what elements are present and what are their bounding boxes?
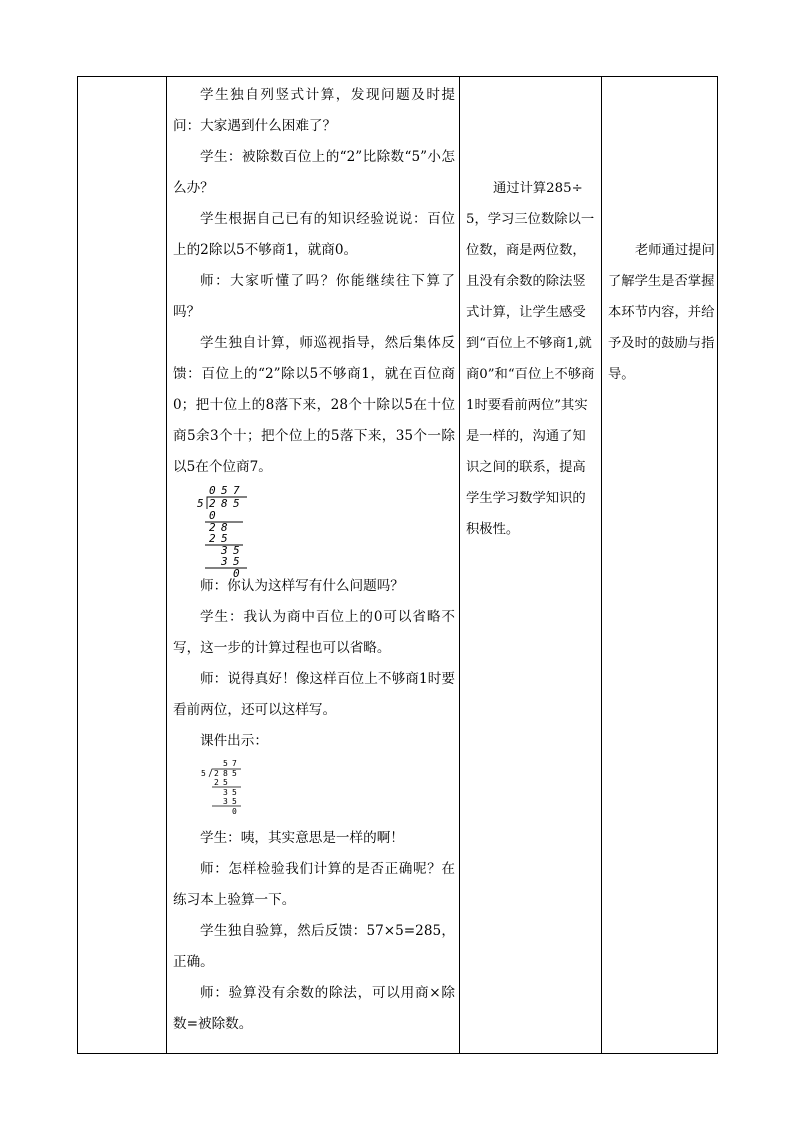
dividend-digit: 8 xyxy=(223,769,228,778)
partial-product-digit: 5 xyxy=(221,532,228,545)
partial-product-digit: 3 xyxy=(223,797,228,806)
paragraph: 学生：被除数百位上的“2”比除数“5”小怎么办？ xyxy=(173,149,455,196)
paragraph: 师：说得真好！像这样百位上不够商1时要看前两位，还可以这样写。 xyxy=(173,671,455,718)
quotient-digit: 0 xyxy=(209,484,216,497)
partial-product-digit: 5 xyxy=(233,555,240,568)
partial-dividend-digit: 3 xyxy=(223,788,228,797)
long-division-figure-1 xyxy=(197,484,267,580)
paragraph: 学生：我认为商中百位上的0可以省略不写，这一步的计算过程也可以省略。 xyxy=(173,609,455,656)
divisor: 5 xyxy=(197,497,204,510)
dividend-digit: 2 xyxy=(214,769,219,778)
long-division-figure-2 xyxy=(197,759,257,821)
paragraph: 学生：咦，其实意思是一样的啊！ xyxy=(200,830,404,846)
partial-product-digit: 5 xyxy=(223,778,228,787)
quotient-digit: 5 xyxy=(221,484,228,497)
divisor: 5 xyxy=(201,769,206,778)
partial-dividend-digit: 3 xyxy=(221,544,228,557)
partial-product-digit: 2 xyxy=(209,532,216,545)
remainder: 0 xyxy=(233,567,240,580)
design-intent-text: 通过计算285÷5，学习三位数除以一位数，商是两位数，且没有余数的除法竖式计算，让学生感受到“百位上不够商1,就商0”和“百位上不够商1时要看前两位”其实是一样的，沟通了知识之间的联系，提高学生学习数学知识的积极性。 xyxy=(466,181,595,537)
design-intent-cell xyxy=(460,77,601,545)
lesson-table xyxy=(77,76,718,1054)
partial-dividend-digit: 5 xyxy=(233,544,240,557)
partial-product: 0 xyxy=(209,509,216,522)
quotient-digit: 5 xyxy=(223,759,228,768)
paragraph: 学生独自验算，然后反馈：57×5=285，正确。 xyxy=(173,923,455,970)
quotient-digit: 7 xyxy=(233,484,240,497)
partial-product-digit: 3 xyxy=(221,555,228,568)
partial-dividend-digit: 8 xyxy=(221,521,228,534)
paragraph: 师：验算没有余数的除法，可以用商×除数=被除数。 xyxy=(173,985,455,1032)
dividend-digit: 2 xyxy=(209,497,216,510)
teaching-process-cell xyxy=(167,77,459,1040)
partial-dividend-digit: 2 xyxy=(209,521,216,534)
dividend-digit: 5 xyxy=(233,497,240,510)
partial-product-digit: 5 xyxy=(232,797,237,806)
dividend-digit: 8 xyxy=(221,497,228,510)
paragraph: 学生独自计算，师巡视指导，然后集体反馈：百位上的“2”除以5不够商1，就在百位商0；把十位上的8落下来，28个十除以5在十位商5余3个十；把个位上的5落下来，35个一除以5在个位商7。 xyxy=(173,335,455,475)
quotient-digit: 7 xyxy=(232,759,237,768)
dividend-digit: 5 xyxy=(232,769,237,778)
assessment-cell xyxy=(602,77,719,390)
paragraph: 师：你认为这样写有什么问题吗？ xyxy=(200,578,404,594)
paragraph: 学生独自列竖式计算，发现问题及时提问：大家遇到什么困难了？ xyxy=(173,87,455,134)
paragraph: 师：怎样检验我们计算的是否正确呢？在练习本上验算一下。 xyxy=(173,861,455,908)
partial-dividend-digit: 5 xyxy=(232,788,237,797)
partial-product-digit: 2 xyxy=(214,778,219,787)
paragraph: 学生根据自己已有的知识经验说说：百位上的2除以5不够商1，就商0。 xyxy=(173,211,455,258)
paragraph: 师：大家听懂了吗？你能继续往下算了吗？ xyxy=(173,273,455,320)
assessment-text: 老师通过提问了解学生是否掌握本环节内容，并给予及时的鼓励与指导。 xyxy=(608,243,715,382)
remainder: 0 xyxy=(232,807,237,816)
paragraph: 课件出示： xyxy=(200,733,268,749)
